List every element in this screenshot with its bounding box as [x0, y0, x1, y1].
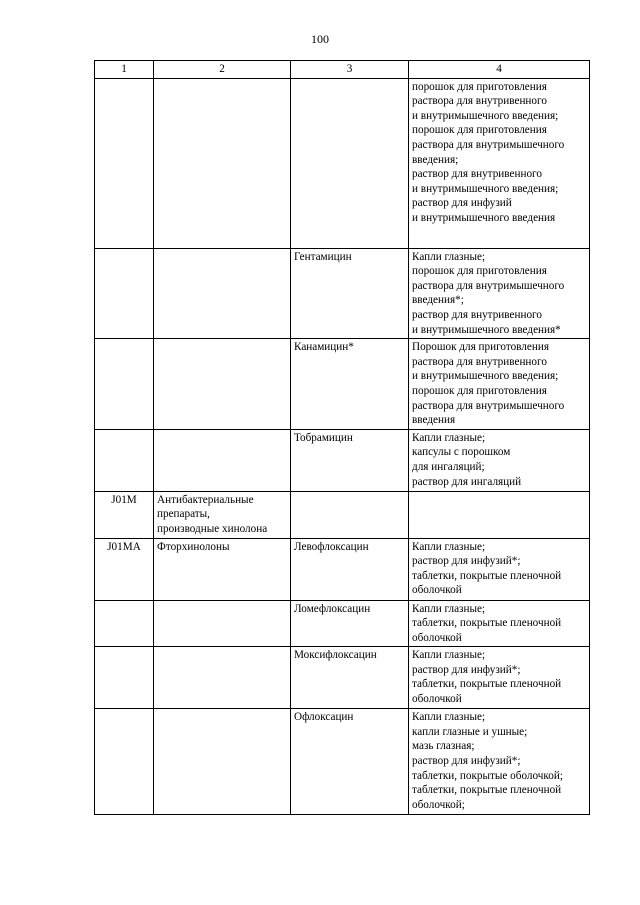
atc-code-cell: [95, 248, 154, 339]
column-header: 4: [409, 61, 590, 79]
group-name-line: Антибактериальные: [157, 493, 254, 506]
drug-name: Левофлоксацин: [294, 540, 369, 553]
dosage-forms-cell: [409, 491, 590, 538]
dosage-form-line: раствора для внутривенного: [412, 355, 547, 368]
drug-name-cell: [291, 248, 409, 339]
drug-name-cell: [291, 647, 409, 709]
dosage-form-line: раствор для инфузий*;: [412, 555, 521, 568]
dosage-form-line: порошок для приготовления: [412, 265, 547, 278]
table-body: [95, 78, 590, 815]
drug-name: Гентамицин: [294, 250, 352, 263]
drug-name-cell: [291, 78, 409, 248]
atc-code: J01M: [111, 493, 137, 506]
atc-code-cell: [95, 600, 154, 647]
drug-name-cell: [291, 429, 409, 491]
dosage-form-line: таблетки, покрытые пленочной: [412, 617, 562, 630]
table-row: [95, 709, 590, 815]
table-row: [95, 78, 590, 248]
dosage-form-line: раствора для внутримышечного: [412, 279, 565, 292]
column-header: 3: [291, 61, 409, 79]
group-name-line: препараты,: [157, 508, 210, 521]
dosage-form-line: таблетки, покрытые пленочной: [412, 569, 562, 582]
group-name-cell: [154, 429, 291, 491]
dosage-form-line: оболочкой;: [412, 798, 465, 811]
dosage-form-line: и внутримышечного введения;: [412, 182, 559, 195]
dosage-form-line: раствор для внутривенного: [412, 308, 542, 321]
dosage-form-line: для ингаляций;: [412, 460, 485, 473]
table-row: [95, 491, 590, 538]
dosage-form-line: мазь глазная;: [412, 740, 475, 753]
dosage-form-line: таблетки, покрытые пленочной: [412, 678, 562, 691]
dosage-form-line: Капли глазные;: [412, 431, 486, 444]
dosage-form-line: раствор для инфузий*;: [412, 755, 521, 768]
drug-name: Тобрамицин: [294, 431, 353, 444]
dosage-forms-cell: [409, 600, 590, 647]
dosage-forms-cell: [409, 709, 590, 815]
dosage-form-line: оболочкой: [412, 693, 462, 706]
dosage-form-line: введения: [412, 414, 456, 427]
dosage-forms-cell: [409, 248, 590, 339]
dosage-form-line: порошок для приготовления: [412, 124, 547, 137]
group-name-cell: [154, 709, 291, 815]
atc-code-cell: [95, 647, 154, 709]
drug-name: Канамицин*: [294, 341, 354, 354]
group-name-line: Фторхинолоны: [157, 540, 230, 553]
table-row: [95, 538, 590, 600]
table-row: [95, 248, 590, 339]
drug-name-cell: [291, 709, 409, 815]
dosage-form-line: раствора для внутримышечного: [412, 138, 565, 151]
dosage-form-line: Порошок для приготовления: [412, 341, 549, 354]
dosage-forms-cell: [409, 429, 590, 491]
dosage-form-line: капсулы с порошком: [412, 446, 511, 459]
dosage-form-line: Капли глазные;: [412, 711, 486, 724]
drug-name: Ломефлоксацин: [294, 602, 371, 615]
atc-code-cell: [95, 339, 154, 430]
drug-name-cell: [291, 491, 409, 538]
dosage-form-line: капли глазные и ушные;: [412, 725, 528, 738]
column-header: 2: [154, 61, 291, 79]
group-name-cell: [154, 647, 291, 709]
dosage-form-line: введения*;: [412, 294, 464, 307]
atc-code-cell: [95, 78, 154, 248]
group-name-line: производные хинолона: [157, 522, 268, 535]
drug-name-cell: [291, 538, 409, 600]
dosage-form-line: порошок для приготовления: [412, 80, 547, 93]
atc-code-cell: [95, 538, 154, 600]
dosage-form-line: и внутримышечного введения: [412, 211, 556, 224]
atc-code-cell: [95, 709, 154, 815]
atc-code-cell: [95, 491, 154, 538]
group-name-cell: [154, 600, 291, 647]
dosage-forms-cell: [409, 647, 590, 709]
dosage-form-line: таблетки, покрытые оболочкой;: [412, 769, 563, 782]
atc-code-cell: [95, 429, 154, 491]
group-name-cell: [154, 78, 291, 248]
group-name-cell: [154, 491, 291, 538]
dosage-form-line: Капли глазные;: [412, 649, 486, 662]
dosage-form-line: раствор для инфузий: [412, 197, 512, 210]
dosage-form-line: введения;: [412, 153, 459, 166]
dosage-forms-cell: [409, 78, 590, 248]
page-number: 100: [311, 32, 329, 46]
dosage-form-line: раствор для инфузий*;: [412, 663, 521, 676]
dosage-form-line: и внутримышечного введения;: [412, 370, 559, 383]
dosage-form-line: и внутримышечного введения;: [412, 109, 559, 122]
drug-name: Моксифлоксацин: [294, 649, 377, 662]
table-row: [95, 339, 590, 430]
dosage-form-line: оболочкой: [412, 584, 462, 597]
dosage-form-line: Капли глазные;: [412, 602, 486, 615]
table-row: [95, 647, 590, 709]
drug-table: [94, 60, 590, 815]
dosage-form-line: оболочкой: [412, 631, 462, 644]
group-name-cell: [154, 339, 291, 430]
dosage-form-line: раствор для внутривенного: [412, 168, 542, 181]
column-header: 1: [95, 61, 154, 79]
dosage-form-line: раствора для внутривенного: [412, 95, 547, 108]
table-header-row: [95, 61, 590, 79]
table-row: [95, 600, 590, 647]
atc-code: J01MA: [107, 540, 141, 553]
group-name-cell: [154, 248, 291, 339]
drug-name-cell: [291, 600, 409, 647]
dosage-form-line: таблетки, покрытые пленочной: [412, 784, 562, 797]
dosage-form-line: Капли глазные;: [412, 250, 486, 263]
group-name-cell: [154, 538, 291, 600]
drug-name: Офлоксацин: [294, 711, 354, 724]
dosage-form-line: раствор для ингаляций: [412, 475, 522, 488]
dosage-forms-cell: [409, 339, 590, 430]
dosage-form-line: и внутримышечного введения*: [412, 323, 561, 336]
dosage-form-line: раствора для внутримышечного: [412, 399, 565, 412]
dosage-form-line: порошок для приготовления: [412, 384, 547, 397]
dosage-form-line: Капли глазные;: [412, 540, 486, 553]
table-row: [95, 429, 590, 491]
dosage-forms-cell: [409, 538, 590, 600]
drug-name-cell: [291, 339, 409, 430]
